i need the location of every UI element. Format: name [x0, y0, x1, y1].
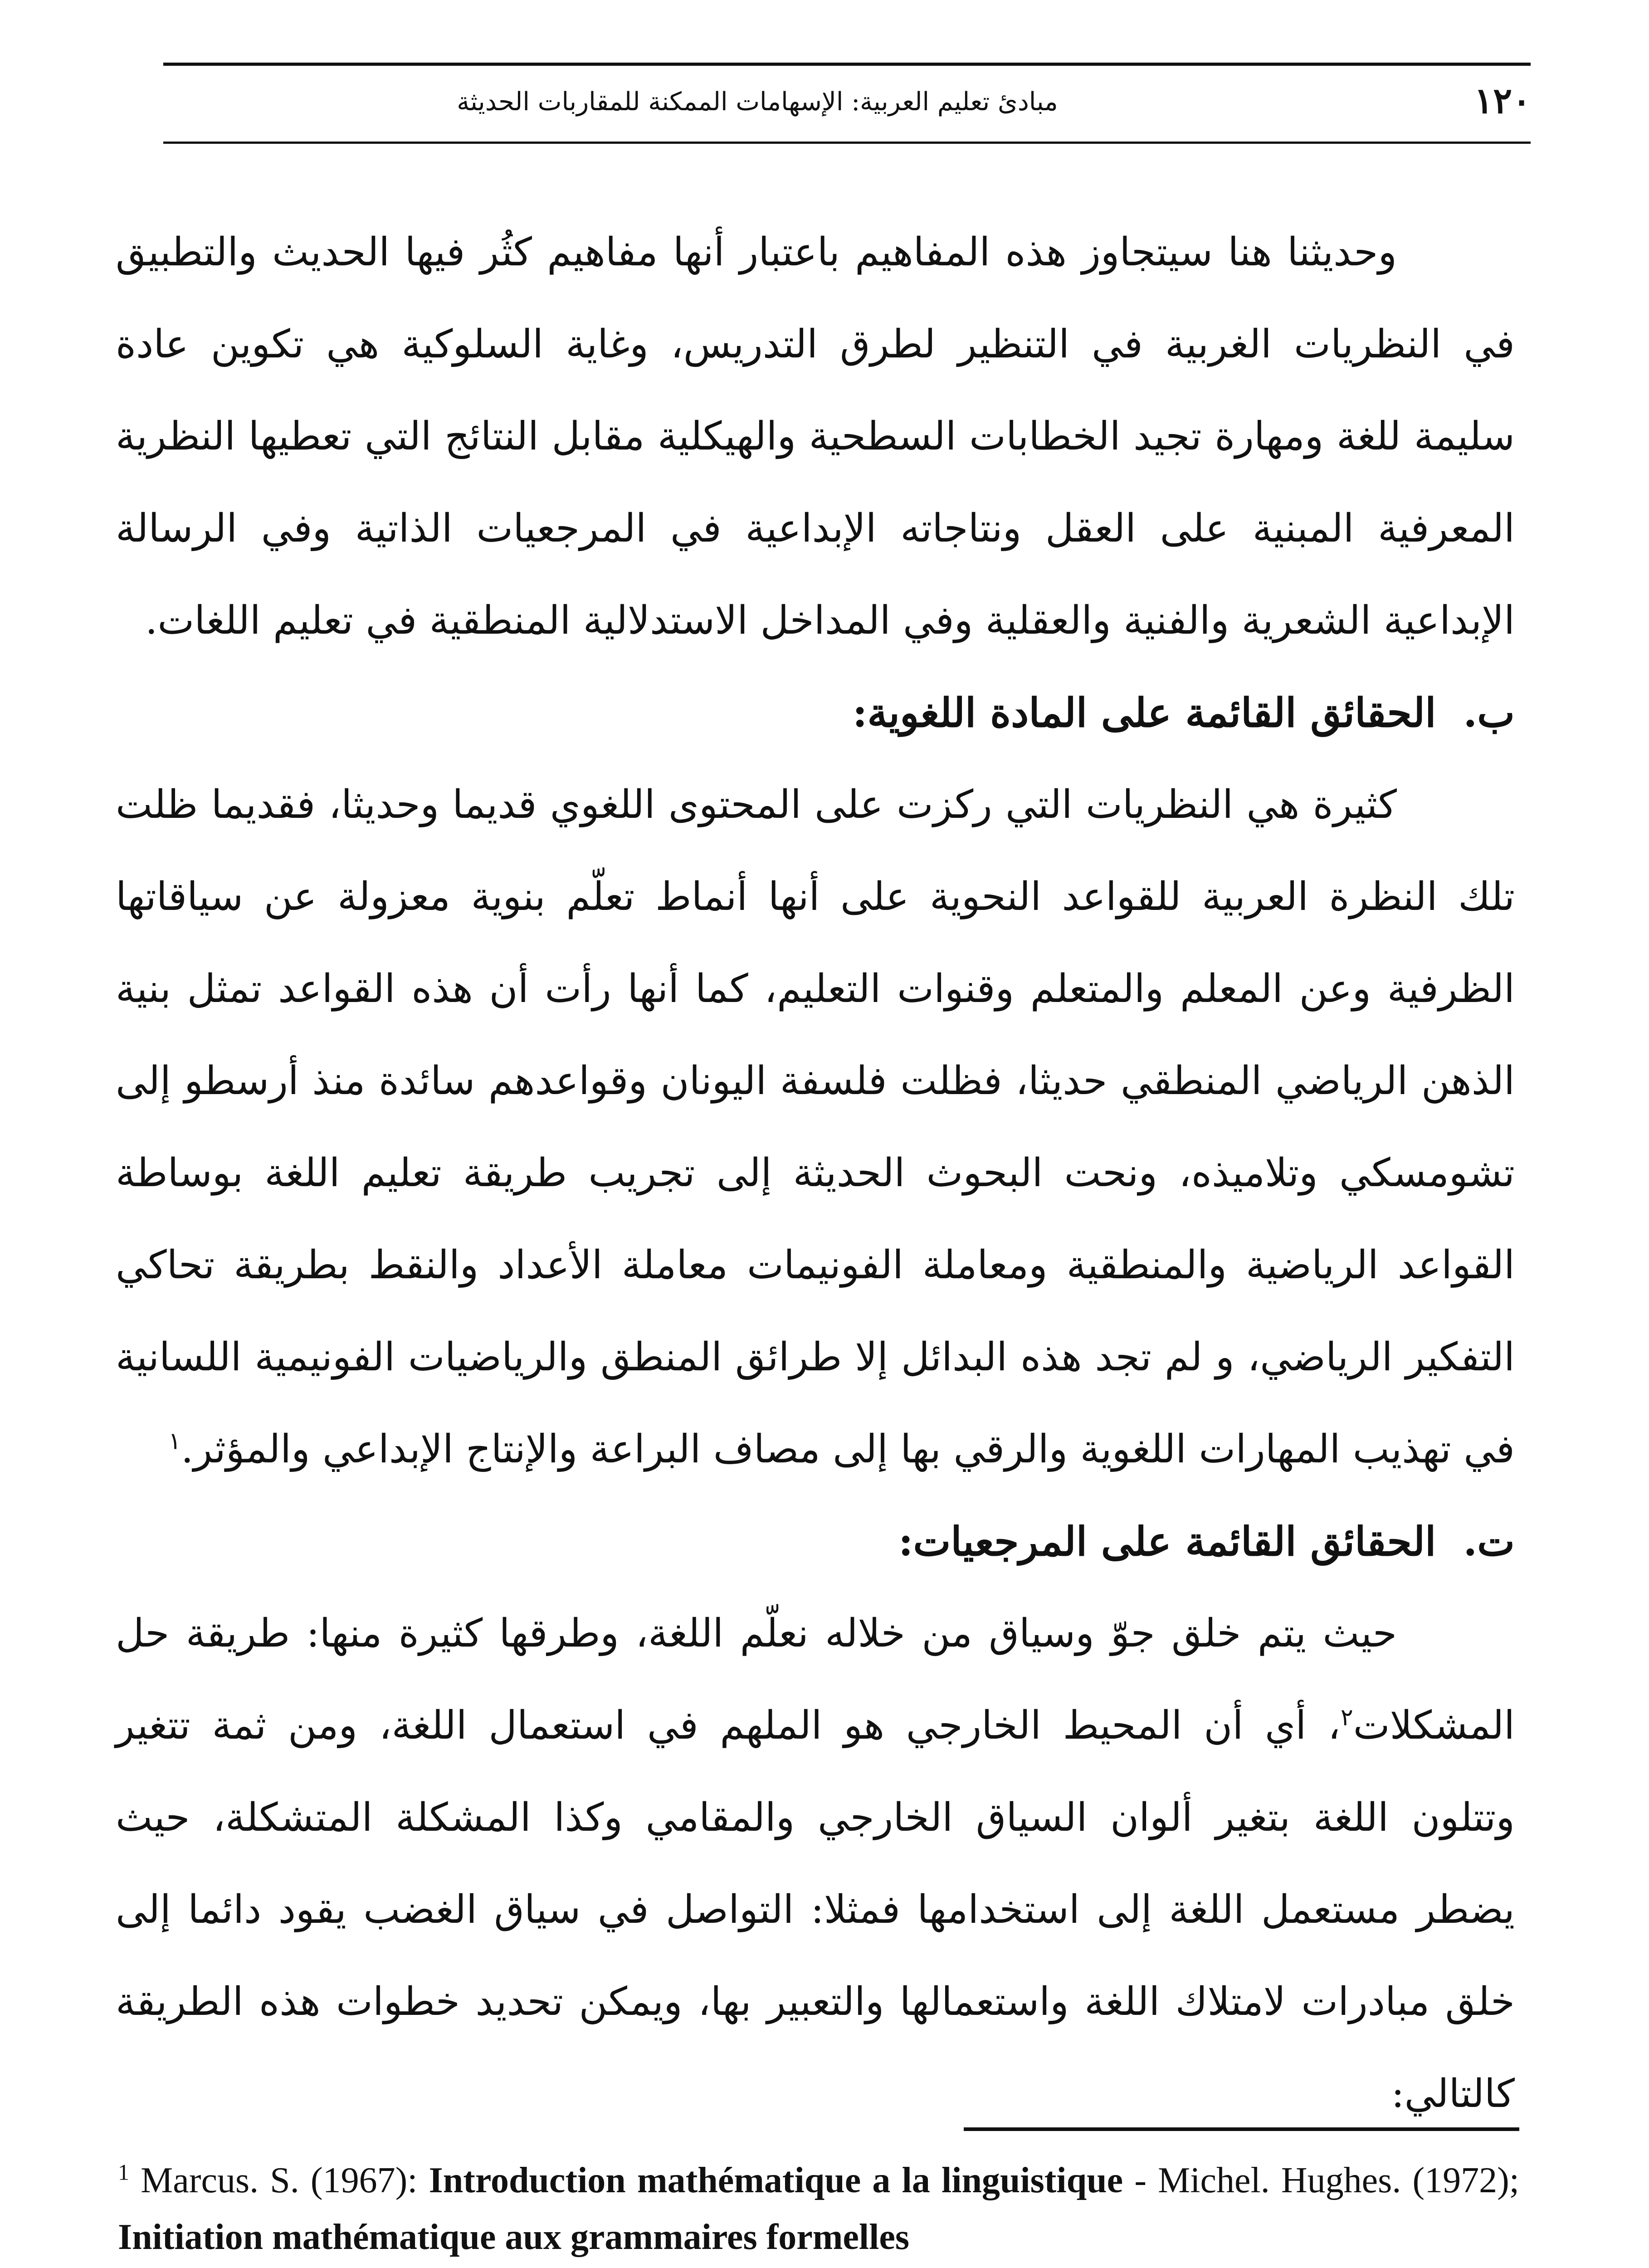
section-heading-b: [116, 667, 1515, 759]
section-title-b: الحقائق القائمة على المادة اللغوية:: [852, 689, 1436, 736]
paragraph-3-start: حيث يتم خلق جوّ وسياق من خلاله نعلّم اللغة، وطرقها كثيرة منها: طريقة حل المشكلات: [116, 1611, 1515, 1748]
section-letter-b: ب.: [1463, 689, 1515, 736]
paragraph-3-end: ، أي أن المحيط الخارجي هو الملهم في استعمال اللغة، ومن ثمة تتغير وتتلون اللغة بتغير ألوان السياق الخارجي والمقامي وكذا المشكلة المتشكلة، حيث يضطر مستعمل اللغة إلى استخدامها فمثلا: التواصل في سياق الغضب يقود دائما إلى خلق مبادرات لامتلاك اللغة واستعمالها والتعبير بها، ويمكن تحديد خطوات هذه الطريقة كالتالي:: [116, 1703, 1515, 2116]
section-title-t: الحقائق القائمة على المرجعيات:: [898, 1518, 1436, 1565]
running-title: مبادئ تعليم العربية: الإسهامات الممكنة للمقاربات الحديثة: [457, 87, 1058, 117]
footnote-separator: [964, 2127, 1519, 2131]
section-heading-t: [116, 1496, 1515, 1588]
footnote-1-title-2: Initiation mathématique aux grammaires formelles: [118, 2217, 909, 2257]
footnote-1-title-1: Introduction mathématique a la linguistique: [429, 2160, 1123, 2200]
footnote-1-author: Marcus. S. (1967):: [141, 2160, 418, 2200]
header-bottom-rule: [163, 142, 1531, 144]
footnote-1-separator: - Michel. Hughes. (1972);: [1134, 2160, 1519, 2200]
footnote-1: [118, 2152, 1519, 2266]
page-number: ١٢٠: [1474, 80, 1531, 122]
paragraph-3: [116, 1588, 1515, 2140]
paragraph-1: وحديثنا هنا سيتجاوز هذه المفاهيم باعتبار أنها مفاهيم كثُر فيها الحديث والتطبيق في النظريات الغربية في التنظير لطرق التدريس، وغاية السلوكية هي تكوين عادة سليمة للغة ومهارة تجيد الخطابات السطحية والهيكلية مقابل النتائج التي تعطيها النظرية المعرفية المبنية على العقل ونتاجاته الإبداعية في المرجعيات الذاتية وفي الرسالة الإبداعية الشعرية والفنية والعقلية وفي المداخل الاستدلالية المنطقية في تعليم اللغات.: [116, 230, 1515, 643]
section-letter-t: ت.: [1463, 1518, 1515, 1565]
footnote-ref-1[interactable]: ١: [168, 1427, 181, 1455]
header-top-rule: [163, 63, 1531, 66]
footnote-1-marker: 1: [118, 2159, 129, 2185]
body-text: [116, 206, 1515, 2140]
paragraph-2-text: كثيرة هي النظريات التي ركزت على المحتوى اللغوي قديما وحديثا، فقديما ظلت تلك النظرة العربية للقواعد النحوية على أنها أنماط تعلّم بنوية معزولة عن سياقاتها الظرفية وعن المعلم والمتعلم وقنوات التعليم، كما أنها رأت أن هذه القواعد تمثل بنية الذهن الرياضي المنطقي حديثا، فظلت فلسفة اليونان وقواعدهم سائدة منذ أرسطو إلى تشومسكي وتلاميذه، ونحت البحوث الحديثة إلى تجريب طريقة تعليم اللغة بوساطة القواعد الرياضية والمنطقية ومعاملة الفونيمات معاملة الأعداد والنقط بطريقة تحاكي التفكير الرياضي، و لم تجد هذه البدائل إلا طرائق المنطق والرياضيات الفونيمية اللسانية في تهذيب المهارات اللغوية والرقي بها إلى مصاف البراعة والإنتاج الإبداعي والمؤثر.: [116, 782, 1515, 1472]
paragraph-2: [116, 759, 1515, 1496]
footnote-ref-2[interactable]: ٢: [1340, 1704, 1353, 1731]
